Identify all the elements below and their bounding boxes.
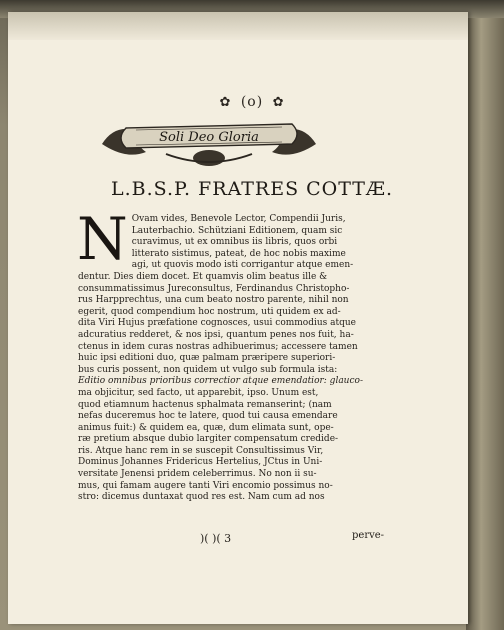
text-line: litterato sistimus, pateat, de hoc nobis maxime [131, 248, 346, 259]
text-line: agi, ut quovis modo isti corrigantur atque emen- [131, 260, 354, 271]
text-line: dita Viri Hujus præfatione cognosces, usui commodius atque [78, 318, 357, 329]
text-line: rus Harpprechtus, una cum beato nostro parente, nihil non [78, 295, 349, 306]
page-header [0, 94, 504, 110]
drop-cap: N [77, 205, 128, 273]
text-line: mus, qui famam augere tanti Viri encomio possimus no- [78, 480, 333, 491]
catchword: perve- [352, 530, 385, 541]
page-title: L.B.S.P. FRATRES COTTÆ. [111, 178, 393, 200]
ornamental-banner [96, 114, 322, 170]
text-line: quod etiamnum hactenus sphalmata remanserint; (nam [78, 399, 332, 410]
text-line: ris. Atque hanc rem in se suscepit Consultissimus Vir, [78, 445, 324, 456]
banner-knot-icon [193, 150, 225, 166]
text-line: bus curis possent, non quidem ut vulgo sub formula ista: [78, 364, 338, 375]
text-line: animus fuit:) & quidem ea, quæ, dum elimata sunt, ope- [78, 422, 334, 433]
text-line: consummatissimus Jureconsultus, Ferdinandus Christopho- [78, 283, 350, 294]
text-line: nefas duceremus hoc te latere, quod tui causa emendare [78, 411, 338, 422]
ornament-right-icon: ✿ [272, 95, 285, 110]
text-line: stro: dicemus duntaxat quod res est. Nam cum ad nos [78, 492, 325, 503]
page-mark: (o) [240, 94, 264, 110]
text-line: versitate Jenensi pridem celeberrimus. No non ii su- [78, 469, 317, 480]
text-line: adcuratius redderet, & nos ipsi, quantum penes nos fuit, ha- [78, 329, 354, 340]
ornament-left-icon: ✿ [219, 95, 232, 110]
text-line: curavimus, ut ex omnibus iis libris, quos orbi [131, 237, 338, 248]
body-text [77, 205, 378, 504]
signature-mark: )( )( 3 [200, 532, 232, 545]
banner-text: Soli Deo Gloria [159, 130, 259, 145]
text-line: Lauterbachio. Schütziani Editionem, quam sic [131, 225, 343, 236]
text-line: Ovam vides, Benevole Lector, Compendii Juris, [131, 214, 346, 224]
page-top-curve [8, 12, 468, 40]
text-line: Dominus Johannes Fridericus Hertelius, JCtus in Uni- [78, 457, 323, 468]
text-line: Editio omnibus prioribus correctior atque emendatior: glauco- [78, 376, 363, 387]
text-line: egerit, quod compendium hoc nostrum, uti quidem ex ad- [78, 306, 341, 317]
text-line: ctenus in idem curas nostras adhibuerimus; accessere tamen [78, 341, 358, 352]
text-line: dentur. Dies diem docet. Et quamvis olim beatus ille & [78, 271, 328, 282]
text-line: huic ipsi editioni duo, quæ palmam præripere superiori- [78, 353, 336, 364]
text-line: ma objicitur, sed facto, ut apparebit, ipso. Unum est, [78, 387, 319, 398]
text-line: ræ pretium absque dubio largiter compensatum credide- [78, 434, 339, 445]
